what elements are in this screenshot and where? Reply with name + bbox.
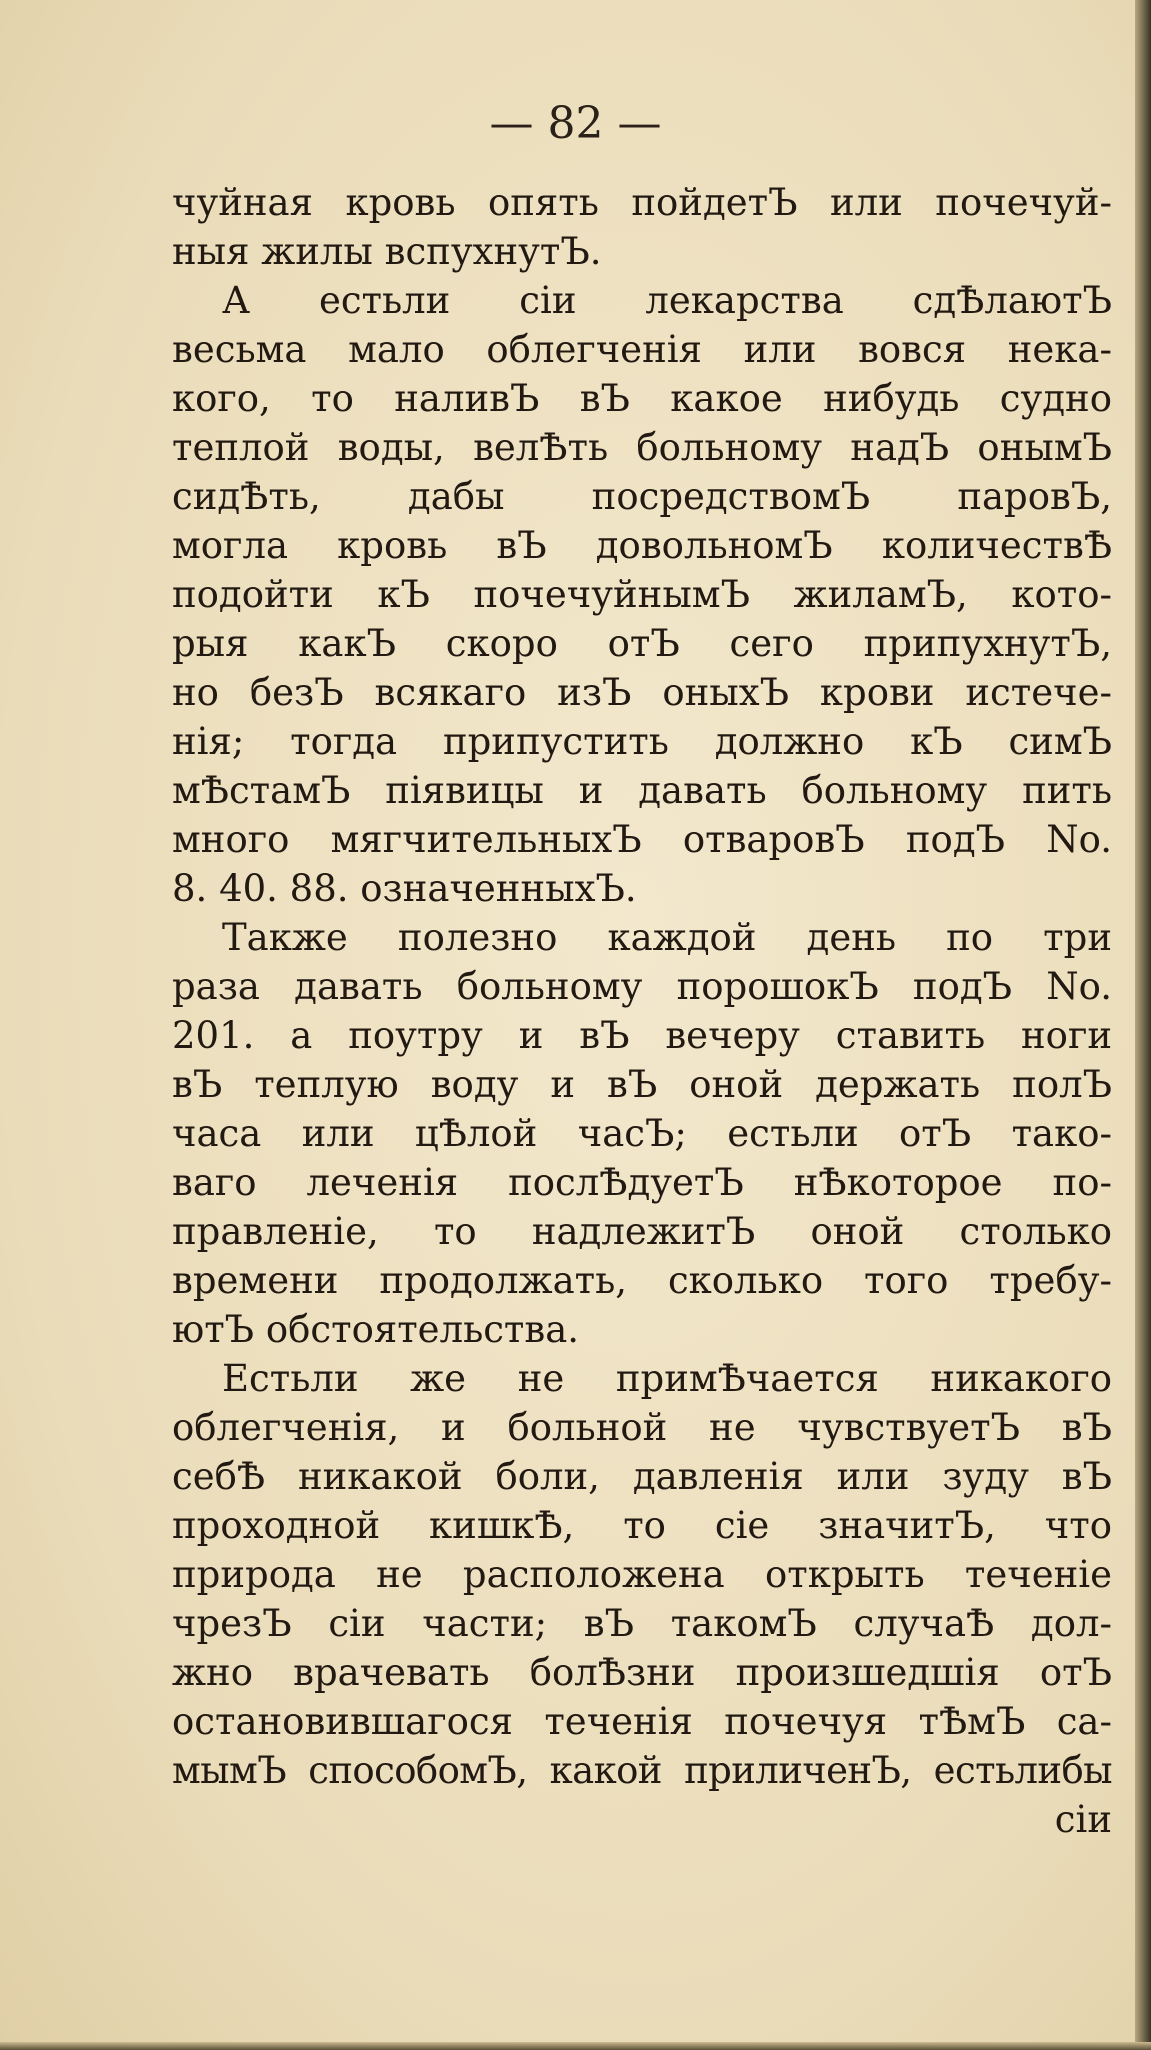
text-line: кого, то наливЪ вЪ какое нибудь судно (172, 377, 1112, 420)
text-line: проходной кишкѢ, то сіе значитЪ, что (172, 1504, 1112, 1547)
text-line: жно врачевать болѢзни произшедшія отЪ (172, 1651, 1112, 1694)
page-bottom-edge (0, 2042, 1151, 2050)
text-line: могла кровь вЪ довольномЪ количествѢ (172, 524, 1112, 567)
page-edge-shadow (1135, 0, 1151, 2050)
text-line: вЪ теплую воду и вЪ оной держать полЪ (172, 1063, 1112, 1106)
text-line: чрезЪ сіи части; вЪ такомЪ случаѢ дол- (172, 1602, 1112, 1645)
text-line: рыя какЪ скоро отЪ сего припухнутЪ, (172, 622, 1112, 665)
text-line: теплой воды, велѢть больному надЪ онымЪ (172, 426, 1112, 469)
text-line: Естьли же не примѢчается никакого (222, 1357, 1112, 1400)
text-line: ваго леченія послѢдуетЪ нѢкоторое по- (172, 1161, 1112, 1204)
text-line: чуйная кровь опять пойдетЪ или почечуй- (172, 181, 1112, 224)
text-line: часа или цѢлой часЪ; естьли отЪ тако- (172, 1112, 1112, 1155)
text-line: много мягчительныхЪ отваровЪ подЪ No. (172, 818, 1112, 861)
text-line: А естьли сіи лекарства сдѢлаютЪ (222, 279, 1112, 322)
text-line: подойти кЪ почечуйнымЪ жиламЪ, кото- (172, 573, 1112, 616)
text-line: сидѢть, дабы посредствомЪ паровЪ, (172, 475, 1112, 518)
page-body-text (172, 178, 1112, 1844)
text-line: ныя жилы вспухнутЪ. (172, 230, 602, 273)
text-line: природа не расположена открыть теченіе (172, 1553, 1112, 1596)
text-line: сіи (1054, 1798, 1112, 1841)
text-line: мѢстамЪ піявицы и давать больному пить (172, 769, 1112, 812)
text-line: облегченія, и больной не чувствуетЪ вЪ (172, 1406, 1112, 1449)
text-line: себѢ никакой боли, давленія или зуду вЪ (172, 1455, 1112, 1498)
text-line: Также полезно каждой день по три (222, 916, 1112, 959)
text-line: 201. а поутру и вЪ вечеру ставить ноги (172, 1014, 1112, 1057)
text-line: времени продолжать, сколько того требу- (172, 1259, 1112, 1302)
text-line: нія; тогда припустить должно кЪ симЪ (172, 720, 1112, 763)
page-number-header: — 82 — (489, 98, 662, 149)
text-line: ютЪ обстоятельства. (172, 1308, 580, 1351)
text-line: раза давать больному порошокЪ подЪ No. (172, 965, 1112, 1008)
text-line: мымЪ способомЪ, какой приличенЪ, естьлибы (172, 1749, 1112, 1792)
text-line: правленіе, то надлежитЪ оной столько (172, 1210, 1112, 1253)
text-line: весьма мало облегченія или вовся нека- (172, 328, 1112, 371)
text-line: остановившагося теченія почечуя тѢмЪ са- (172, 1700, 1112, 1743)
text-line: 8. 40. 88. означенныхЪ. (172, 867, 637, 910)
text-line: но безЪ всякаго изЪ оныхЪ крови истече- (172, 671, 1112, 714)
